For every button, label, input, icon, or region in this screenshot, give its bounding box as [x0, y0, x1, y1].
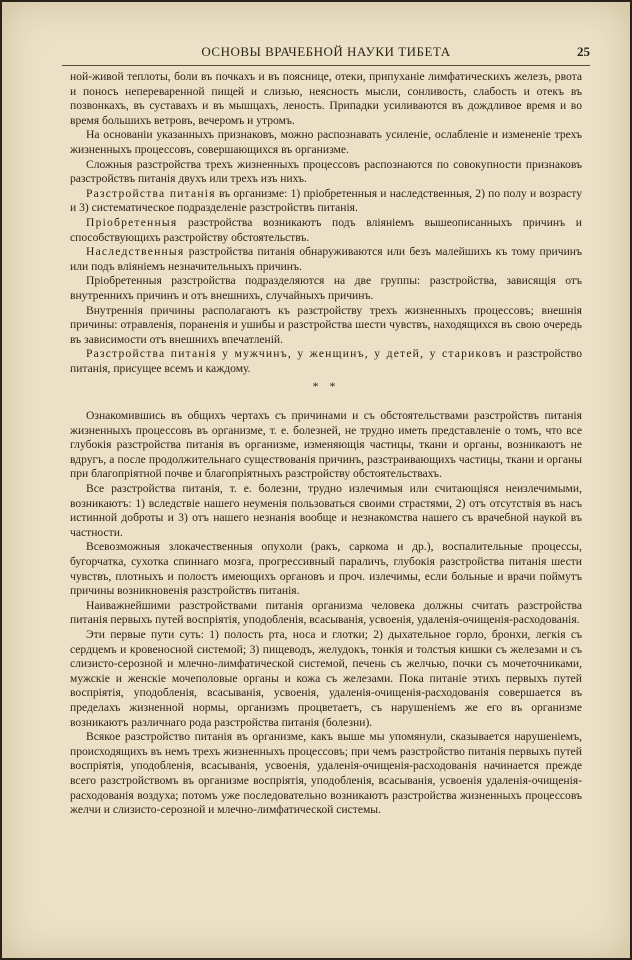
paragraph: Внутреннiя причины располагаютъ къ разстройству трехъ жизненныхъ процессовъ; внешнiя причины: отравленiя, пораненiя и ушибы и разстройства шести чувствъ, находящихся въ свою очередь въ зависимости отъ внешнихъ впечатленiй. [70, 303, 582, 346]
page-number: 25 [577, 44, 590, 59]
paragraph [70, 245, 582, 274]
paragraph: Все разстройства питанiя, т. е. болезни, трудно излечимыя или считающiяся неизлечимыми, возникаютъ: 1) вследствie нашего неуменiя пользоваться своими страстями, 2) отъ отсутствiя въ насъ истинной доброты и 3) отъ нашего незнанiя вообще и незнакомства нашего съ врачебной наукой въ частности. [70, 482, 582, 539]
paragraph-text: и разстройство питанiя, присущее всемъ и каждому. [70, 347, 582, 375]
paragraph [70, 216, 582, 245]
paragraph-text: разстройства возникаютъ подъ влiянiемъ вышеописанныхъ причинъ и способствующихъ разстройству обстоятельствъ. [70, 215, 582, 244]
paragraph: Сложныя разстройства трехъ жизненныхъ процессовъ распознаются по совокупности признаковъ разстройствъ питанiя двухъ или трехъ изъ нихъ. [70, 157, 582, 186]
paragraph: Наиважнейшими разстройствами питанiя организма человека должны считать разстройства питанiя первыхъ путей воспрiятiя, уподобленiя, всасыванiя, усвоенiя, удаленiя-очищенiя-расходованiя. [70, 598, 582, 627]
paragraph [70, 347, 582, 376]
paragraph: На основанiи указанныхъ признаковъ, можно распознавать усиленie, ослабленie и измененie трехъ жизненныхъ процессовъ, совершающихся въ организме. [70, 128, 582, 156]
paragraph: Эти первые пути суть: 1) полость рта, носа и глотки; 2) дыхательное горло, бронхи, легкiя съ сердцемъ и кровеносной системой; 3) пищеводъ, желудокъ, тонкiя и толстыя кишки съ железами и съ слизисто-серозной и млечно-лимфатической системой, печень съ желчью, почки съ мочеточниками, мужскiе и женскiе мочеполовые органы и кожа съ железами. Пока питанie этихъ первыхъ путей воспрiятiя, уподобленiя, всасыванiя, усвоенiя, удаленiя-очищенiя-расходованiя совершается въ пределахъ жизненной нормы, организмъ процветаетъ, съ нарушенiемъ же его въ организме возникаютъ различнаго рода разстройства питанiя (болезни). [70, 627, 582, 729]
paragraph-lead: Наследственныя [86, 245, 185, 259]
paragraph: Всякое разстройство питанiя въ организме, какъ выше мы упомянули, сказывается нарушенiемъ, происходящихъ въ немъ трехъ жизненныхъ процессовъ; при чемъ разстройство питанiя первыхъ путей воспрiятiя, уподобленiя, всасыванiя, усвоенiя, удаленiя-очищенiя-расходованiя начинается прежде всего разстройствомъ въ организме воспрiятiя, уподобленiя, всасыванiя, усвоенiя удаленiя-очищенiя-расходованiя воздуха; потомъ уже последовательно возникаютъ разстройства жизненныхъ процессовъ желчи и слизисто-серозной и млечно-лимфатической системы. [70, 730, 582, 817]
paragraph: ной-живой теплоты, боли въ почкахъ и въ пояснице, отеки, припуханie лимфатическихъ железъ, рвота и поносъ непереваренной пищей и слизью, неясность мысли, сонливость, слабость и отекъ въ позвонкахъ, въ суставахъ и въ мышцахъ, леность. Припадки усиливаются въ дождливое время и во время большихъ ветровъ, вечеромъ и утромъ. [70, 70, 582, 127]
section-separator: * * [312, 380, 340, 394]
book-page [2, 2, 630, 958]
paragraph-text: въ организме: 1) прiобретенныя и наследственныя, 2) по полу и возрасту и 3) систематическое подразделенie разстройствъ питанiя. [70, 186, 582, 215]
paragraph: Всевозможныя злокачественныя опухоли (ракъ, саркома и др.), воспалительные процессы, бугорчатка, сухотка спиннаго мозга, прогрессивный параличъ, глубокiя разстройства питанiя шести чувствъ, плотныхъ и полостъ имеющихъ органовъ и проч. излечимы, если больные и врачи поймутъ причины возникновенiя разстройствъ питанiя. [70, 540, 582, 598]
running-header [62, 44, 590, 64]
paragraph: Ознакомившись въ общихъ чертахъ съ причинами и съ обстоятельствами разстройствъ питанiя жизненныхъ процессовъ въ организме, т. е. болезней, не трудно иметь представленie о томъ, что все глубокiя разстройства питанiя въ организме, изменяющiя частицы, ткани и органы, возникаютъ не вдругъ, а после продолжительнаго существованiя причинъ, разстраивающихъ частицы, ткани и органы при благопрiятной почве и благопрiятныхъ разстройству обстоятельствахъ. [70, 409, 582, 481]
paragraph: Прiобретенныя разстройства подразделяются на две группы: разстройства, зависящiя отъ внутреннихъ причинъ и отъ внешнихъ, случайныхъ причинъ. [70, 274, 582, 302]
paragraph-lead: Разстройства питанiя у мужчинъ, у женщинъ, у детей, у стариковъ [86, 347, 503, 361]
paragraph-text: разстройства питанiя обнаруживаются или безъ малейшихъ къ тому причинъ или подъ влiянiемъ незначительныхъ причинъ. [70, 245, 582, 273]
paragraph-lead: Прiобретенныя [86, 215, 178, 229]
paragraph [70, 187, 582, 216]
page-body [70, 70, 582, 898]
paragraph-lead: Разстройства питанiя [86, 186, 216, 200]
running-title: ОСНОВЫ ВРАЧЕБНОЙ НАУКИ ТИБЕТА [201, 44, 451, 59]
header-rule [62, 65, 590, 66]
